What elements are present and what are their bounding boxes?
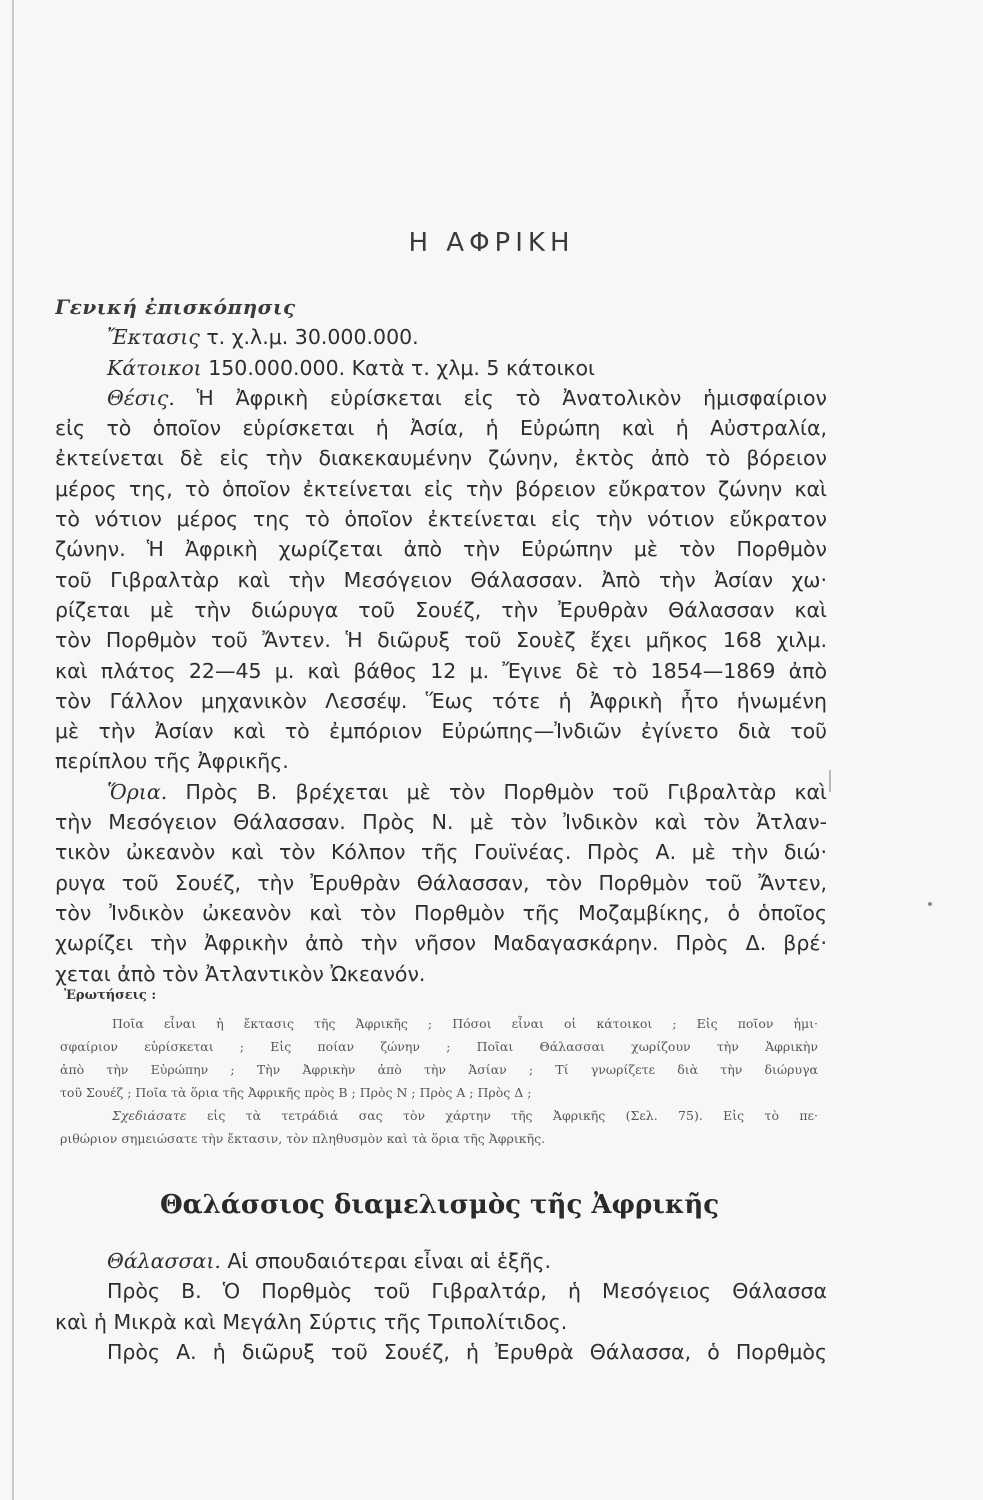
questions-heading: Ἐρωτήσεις : <box>64 988 157 1003</box>
text-line: χεται ἀπὸ τὸν Ἀτλαντικὸν Ὠκεανόν. <box>55 961 426 986</box>
seas-line <box>55 1246 827 1276</box>
page-title: Η ΑΦΡΙΚΗ <box>408 228 575 258</box>
question-line: ἀπὸ τὴν Εὐρώπην ; Τὴν Ἀφρικὴν ἀπὸ τὴν Ἀσίαν ; Τί γνωρίζετε διὰ τὴν διώρυγα <box>60 1062 818 1077</box>
inhabitants-line <box>55 353 827 383</box>
section-title: Θαλάσσιος διαμελισμὸς τῆς Ἀφρικῆς <box>160 1190 720 1220</box>
text-line: Πρὸς Β. Ὁ Πορθμὸς τοῦ Γιβραλτάρ, ἡ Μεσόγειος Θάλασσα <box>107 1279 827 1304</box>
question-line: Ποῖα εἶναι ἡ ἔκτασις τῆς Ἀφρικῆς ; Πόσοι εἶναι οἱ κάτοικοι ; Εἰς ποῖον ἡμι· <box>112 1016 818 1031</box>
text-line: ζώνην. Ἡ Ἀφρικὴ χωρίζεται ἀπὸ τὴν Εὐρώπην μὲ τὸν Πορθμὸν <box>55 537 827 562</box>
area-line <box>55 322 827 352</box>
text-line: Πρὸς Α. ἡ διῶρυξ τοῦ Σουέζ, ἡ Ἐρυθρὰ Θάλασσα, ὁ Πορθμὸς <box>107 1339 827 1364</box>
text-line: περίπλου τῆς Ἀφρικῆς. <box>55 749 289 774</box>
text-line: μέρος της, τὸ ὁποῖον ἐκτείνεται εἰς τὴν βόρειον εὔκρατον ζώνην καὶ <box>55 476 827 501</box>
text-line: τὴν Μεσόγειον Θάλασσαν. Πρὸς Ν. μὲ τὸν Ἰνδικὸν καὶ τὸν Ἀτλαν- <box>55 810 827 835</box>
exercise-label: Σχεδιάσατε <box>112 1108 187 1123</box>
exercise-line <box>60 1104 818 1127</box>
text-line: τικὸν ὠκεανὸν καὶ τὸν Κόλπον τῆς Γουϊνέας. Πρὸς Α. μὲ τὴν διώ· <box>55 840 827 865</box>
position-text: Ἡ Ἀφρικὴ εὑρίσκεται εἰς τὸ Ἀνατολικὸν ἡμισφαίριον <box>174 385 827 410</box>
section-heading: Γενική ἐπισκόπησις <box>55 295 296 319</box>
page-edge <box>12 0 14 1500</box>
area-label: Ἔκτασις <box>107 325 200 350</box>
margin-mark <box>829 770 831 792</box>
text-line: τὸν Ἰνδικὸν ὠκεανὸν καὶ τὸν Πορθμὸν τῆς Μοζαμβίκης, ὁ ὁποῖος <box>55 900 827 925</box>
question-line: τοῦ Σουέζ ; Ποῖα τὰ ὅρια τῆς Ἀφρικῆς πρὸς Β ; Πρὸς Ν ; Πρὸς Α ; Πρὸς Δ ; <box>60 1085 532 1100</box>
text-line: τὸν Γάλλον μηχανικὸν Λεσσέψ. Ἕως τότε ἡ Ἀφρικὴ ἦτο ἡνωμένη <box>55 688 827 713</box>
text-line: μὲ τὴν Ἀσίαν καὶ τὸ ἐμπόριον Εὐρώπης—Ἰνδιῶν ἐγίνετο διὰ τοῦ <box>55 719 827 744</box>
text-line: τοῦ Γιβραλτὰρ καὶ τὴν Μεσόγειον Θάλασσαν. Ἀπὸ τὴν Ἀσίαν χω· <box>55 567 827 592</box>
text-line: εἰς τὸ ὁποῖον εὑρίσκεται ἡ Ἀσία, ἡ Εὐρώπη καὶ ἡ Αὐστραλία, <box>55 416 827 441</box>
seas-text: Αἱ σπουδαιότεραι εἶναι αἱ ἑξῆς. <box>220 1249 551 1273</box>
area-text: τ. χ.λ.μ. 30.000.000. <box>199 325 419 350</box>
text-line: καὶ ἡ Μικρὰ καὶ Μεγάλη Σύρτις τῆς Τριπολίτιδος. <box>55 1309 568 1334</box>
text-line: καὶ πλάτος 22—45 μ. καὶ βάθος 12 μ. Ἔγινε δὲ τὸ 1854—1869 ἀπὸ <box>55 658 827 683</box>
borders-text: Πρὸς Β. βρέχεται μὲ τὸν Πορθμὸν τοῦ Γιβραλτὰρ καὶ <box>167 779 827 804</box>
question-line: σφαίριον εὑρίσκεται ; Εἰς ποίαν ζώνην ; Ποῖαι Θάλασσαι χωρίζουν τὴν Ἀφρικὴν <box>60 1039 818 1054</box>
inhabitants-text: 150.000.000. Κατὰ τ. χλμ. 5 κάτοικοι <box>201 355 595 380</box>
seas-label: Θάλασσαι. <box>107 1249 221 1273</box>
seas-section <box>55 1246 827 1367</box>
text-line: τὸν Πορθμὸν τοῦ Ἄντεν. Ἡ διῶρυξ τοῦ Σουὲζ ἔχει μῆκος 168 χιλμ. <box>55 628 827 653</box>
borders-line <box>55 777 827 807</box>
text-line: ρυγα τοῦ Σουέζ, τὴν Ἐρυθρὰν Θάλασσαν, τὸν Πορθμὸν τοῦ Ἄντεν, <box>55 870 827 895</box>
questions-block <box>60 1012 818 1150</box>
text-line: χωρίζει τὴν Ἀφρικὴν ἀπὸ τὴν νῆσον Μαδαγασκάρην. Πρὸς Δ. βρέ· <box>55 931 827 956</box>
borders-label: Ὅρια. <box>107 779 168 804</box>
text-line: τὸ νότιον μέρος της τὸ ὁποῖον ἐκτείνεται εἰς τὴν νότιον εὔκρατον <box>55 507 827 532</box>
exercise-text: εἰς τὰ τετράδιά σας τὸν χάρτην τῆς Ἀφρικῆς (Σελ. 75). Εἰς τὸ πε· <box>186 1108 818 1123</box>
text-line: ἐκτείνεται δὲ εἰς τὴν διακεκαυμένην ζώνην, ἐκτὸς ἀπὸ τὸ βόρειον <box>55 446 827 471</box>
text-line: ρίζεται μὲ τὴν διώρυγα τοῦ Σουέζ, τὴν Ἐρυθρὰν Θάλασσαν καὶ <box>55 597 827 622</box>
position-label: Θέσις. <box>107 385 175 410</box>
exercise-line: ριθώριον σημειώσατε τὴν ἔκτασιν, τὸν πληθυσμὸν καὶ τὰ ὅρια τῆς Ἀφρικῆς. <box>60 1131 546 1146</box>
position-line <box>55 383 827 413</box>
inhabitants-label: Κάτοικοι <box>107 355 202 380</box>
general-overview <box>55 292 827 989</box>
margin-dot <box>928 902 932 906</box>
